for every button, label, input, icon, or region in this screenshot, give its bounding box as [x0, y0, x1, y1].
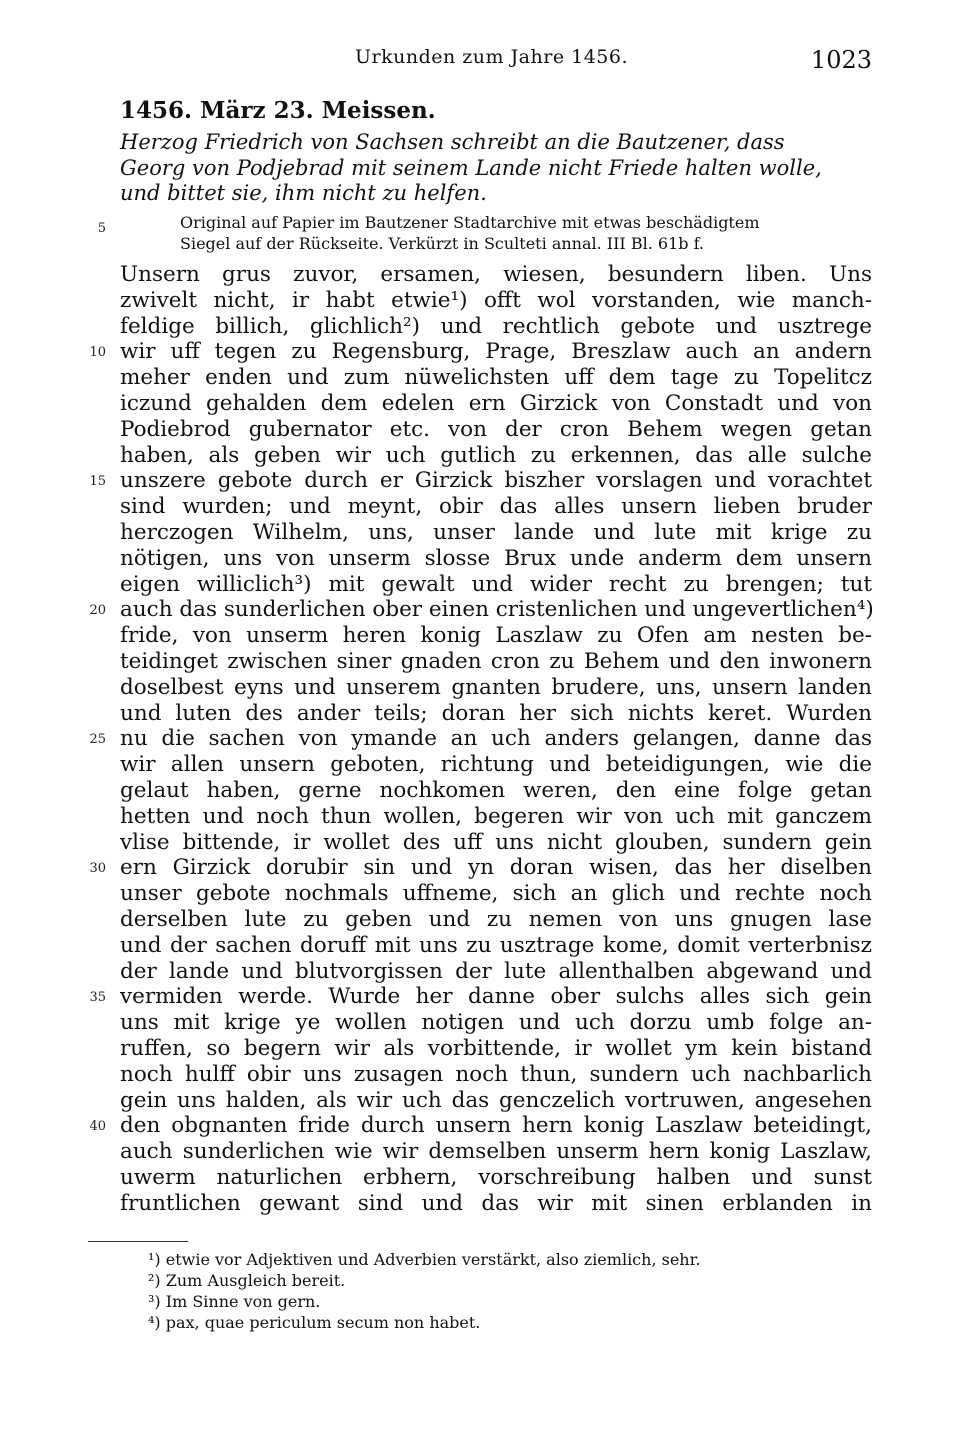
letter-body [120, 262, 872, 1216]
body-line: feldige billich, glichlich²) und rechtlich gebote und usztrege [120, 313, 872, 339]
margin-line-number: 30 [89, 861, 106, 877]
body-line: der lande und blutvorgissen der lute allenthalben abgewand und [120, 958, 872, 984]
body-line: Podiebrod gubernator etc. von der cron Behem wegen getan [120, 416, 872, 442]
margin-line-number: 40 [89, 1119, 106, 1135]
margin-line-number: 20 [89, 603, 106, 619]
body-line: wir allen unsern geboten, richtung und beteidigungen, wie die [120, 752, 872, 778]
body-line: uns mit krige ye wollen notigen und uch dorzu umb folge an- [120, 1010, 872, 1036]
margin-line-number: 35 [89, 990, 106, 1006]
margin-line-number: 5 [97, 221, 106, 236]
body-line: und der sachen doruff mit uns zu usztrage kome, domit verterbnisz [120, 932, 872, 958]
regest [120, 130, 872, 207]
margin-line-number: 25 [89, 732, 106, 748]
body-line: meher enden und zum nüwelichsten uff dem tage zu Topelitcz [120, 365, 872, 391]
footnote: ²) Zum Ausgleich bereit. [148, 1271, 346, 1290]
footnote: ¹) etwie vor Adjektiven und Adverbien verstärkt, also ziemlich, sehr. [148, 1250, 701, 1269]
body-line: nu die sachen von ymande an uch anders gelangen, danne das [120, 726, 872, 752]
body-line: gein uns halden, als wir uch das genczelich vortruwen, angesehen [120, 1087, 872, 1113]
body-line: wir uff tegen zu Regensburg, Prage, Breszlaw auch an andern [120, 339, 872, 365]
body-line: sind wurden; und meynt, obir das alles unsern lieben bruder [120, 494, 872, 520]
body-line: nötigen, uns von unserm slosse Brux unde anderm dem unsern [120, 545, 872, 571]
body-line: ruffen, so begern wir als vorbittende, ir wollet ym kein bistand [120, 1035, 872, 1061]
regest-line: Herzog Friedrich von Sachsen schreibt an die Bautzener, dass [120, 130, 785, 154]
body-line: zwivelt nicht, ir habt etwie¹) offt wol vorstanden, wie manch- [120, 287, 872, 313]
source-line: Siegel auf der Rückseite. Verkürzt in Sculteti annal. III Bl. 61b f. [180, 234, 705, 253]
body-line: ern Girzick dorubir sin und yn doran wisen, das her diselben [120, 855, 872, 881]
body-line: den obgnanten fride durch unsern hern konig Laszlaw beteidingt, [120, 1113, 872, 1139]
body-line: eigen williclich³) mit gewalt und wider recht zu brengen; tut [120, 571, 872, 597]
body-line: derselben lute zu geben und zu nemen von uns gnugen lase [120, 906, 872, 932]
footnote: ⁴) pax, quae periculum secum non habet. [148, 1313, 481, 1332]
body-line: vlise bittende, ir wollet des uff uns nicht glouben, sundern gein [120, 829, 872, 855]
source-line: Original auf Papier im Bautzener Stadtarchive mit etwas beschädigtem [180, 213, 760, 232]
body-line: fride, von unserm heren konig Laszlaw zu Ofen am nesten be- [120, 623, 872, 649]
footnote-rule [88, 1241, 188, 1242]
body-line: fruntlichen gewant sind und das wir mit sinen erblanden in [120, 1190, 872, 1216]
body-line: uwerm naturlichen erbhern, vorschreibung halben und sunst [120, 1164, 872, 1190]
margin-line-number: 15 [89, 474, 106, 490]
body-line: teidinget zwischen siner gnaden cron zu Behem und den inwonern [120, 648, 872, 674]
regest-line: Georg von Podjebrad mit seinem Lande nicht Friede halten wolle, [120, 155, 822, 180]
body-line: Unsern grus zuvor, ersamen, wiesen, besundern liben. Uns [120, 262, 872, 287]
body-line: vermiden werde. Wurde her danne ober sulchs alles sich gein [120, 984, 872, 1010]
body-line: unszere gebote durch er Girzick biszher vorslagen und vorachtet [120, 468, 872, 494]
body-line: auch das sunderlichen ober einen cristenlichen und ungevertlichen⁴) [120, 597, 874, 623]
body-line: noch hulff obir uns zusagen noch thun, sundern uch nachbarlich [120, 1061, 872, 1087]
body-line: und luten des ander teils; doran her sich nichts keret. Wurden [120, 700, 872, 726]
body-line: haben, als geben wir uch gutlich zu erkennen, das alle sulche [120, 442, 872, 468]
footnotes [148, 1249, 701, 1333]
body-line: unser gebote nochmals uffneme, sich an glich und rechte noch [120, 881, 872, 907]
body-line: herczogen Wilhelm, uns, unser lande und lute mit krige zu [120, 519, 872, 545]
body-line: hetten und noch thun wollen, begeren wir von uch mit ganczem [120, 803, 872, 829]
regest-line: und bittet sie, ihm nicht zu helfen. [120, 181, 487, 205]
document-heading: 1456. März 23. Meissen. [120, 97, 436, 124]
running-head: Urkunden zum Jahre 1456. [355, 46, 629, 68]
footnote: ³) Im Sinne von gern. [148, 1292, 321, 1311]
page-number: 1023 [810, 46, 872, 74]
margin-line-number: 10 [89, 345, 106, 361]
source-note [180, 212, 880, 254]
body-line: doselbest eyns und unserem gnanten brudere, uns, unsern landen [120, 674, 872, 700]
body-line: gelaut haben, gerne nochkomen weren, den eine folge getan [120, 777, 872, 803]
body-line: auch sunderlichen wie wir demselben unserm hern konig Laszlaw, [120, 1139, 872, 1165]
body-line: iczund gehalden dem edelen ern Girzick von Constadt und von [120, 390, 872, 416]
